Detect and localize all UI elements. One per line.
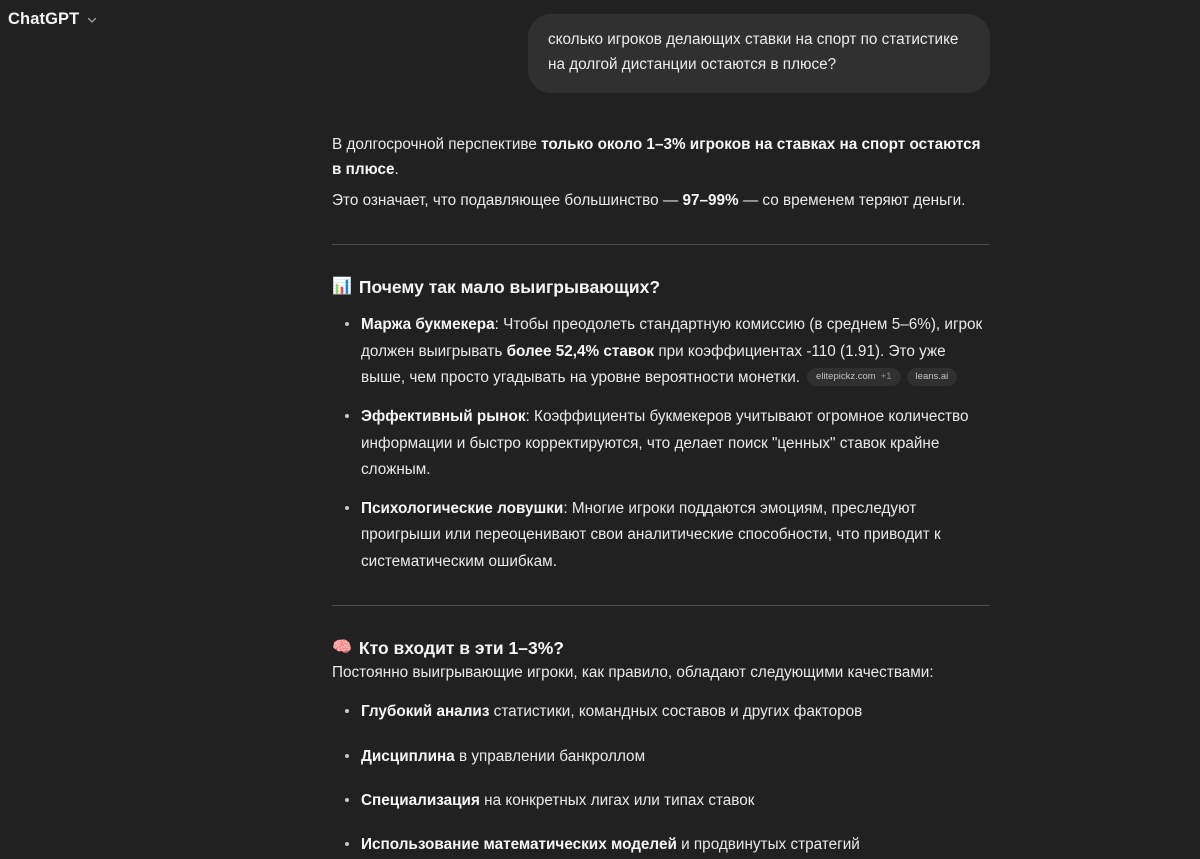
list-item <box>332 744 990 770</box>
brain-emoji: 🧠 <box>332 639 352 657</box>
list-item-text: и продвинутых стратегий <box>676 836 860 854</box>
list-item <box>332 832 990 858</box>
chevron-down-icon[interactable] <box>86 14 98 26</box>
list-item-text: : Чтобы преодолеть стандартную комиссию (в среднем 5–6%), игрок должен выигрывать <box>361 316 983 360</box>
assistant-lead-paragraph <box>332 132 990 214</box>
section-divider <box>332 605 990 606</box>
lead-line-2 <box>332 188 990 214</box>
list-item-term: Психологические ловушки <box>361 500 564 518</box>
assistant-message <box>332 93 990 859</box>
list-item-text: в управлении банкроллом <box>454 747 646 765</box>
bar-chart-emoji: 📊 <box>332 277 352 295</box>
lead-text: Это означает, что подавляющее большинство — <box>332 191 683 209</box>
lead-suffix: — со временем теряют деньги. <box>738 191 966 209</box>
list-item <box>332 496 990 575</box>
list-item-text: при коэффициентах -110 (1.91). Это уже выше, чем просто угадывать на уровне вероятности монетки. <box>361 342 946 386</box>
top-bar <box>0 0 98 38</box>
citation-group <box>807 368 957 385</box>
list-item-text: статистики, командных составов и других факторов <box>489 703 863 721</box>
list-item-emphasis: более 52,4% ставок <box>506 342 655 360</box>
lead-bold: 97–99% <box>682 191 739 209</box>
reasons-list <box>332 312 990 575</box>
list-item-term: Глубокий анализ <box>361 703 490 721</box>
list-item-text: на конкретных лигах или типах ставок <box>479 792 755 810</box>
list-item-term: Специализация <box>361 792 480 810</box>
user-message-row <box>332 0 990 93</box>
user-message-bubble[interactable]: сколько игроков делающих ставки на спорт по статистике на долгой дистанции остаются в плюсе? <box>528 14 990 93</box>
section-heading-text: Почему так мало выигрывающих? <box>358 276 661 297</box>
list-item-term: Использование математических моделей <box>361 836 677 854</box>
section-divider <box>332 244 990 245</box>
citation-pill[interactable] <box>807 368 901 385</box>
list-item-term: Дисциплина <box>361 747 455 765</box>
list-item <box>332 699 990 725</box>
list-item-text: : Коэффициенты букмекеров учитывают огромное количество информации и быстро корректируются, что делает поиск "ценных" ставок крайне сложным. <box>361 408 969 478</box>
list-item <box>332 312 990 391</box>
lead-text: В долгосрочной перспективе <box>332 135 542 153</box>
lead-suffix: . <box>394 161 399 179</box>
citation-pill[interactable] <box>907 368 958 385</box>
lead-line-1 <box>332 132 990 183</box>
page-title[interactable]: ChatGPT <box>8 9 80 28</box>
list-item-text: : Многие игроки поддаются эмоциям, преследуют проигрыши или переоценивают свои аналитические способности, что приводит к систематическим ошибкам. <box>361 500 941 570</box>
list-item-term: Эффективный рынок <box>361 408 526 426</box>
section-heading-who-wins <box>332 637 990 660</box>
section-heading-text: Кто входит в эти 1–3%? <box>358 638 564 659</box>
lead-bold: только около 1–3% игроков на ставках на спорт остаются в плюсе <box>332 135 981 179</box>
citation-label: elitepickz.com <box>816 371 876 383</box>
list-item-term: Маржа букмекера <box>361 316 495 334</box>
citation-label: leans.ai <box>915 371 949 383</box>
list-item <box>332 404 990 483</box>
list-item <box>332 788 990 814</box>
winner-traits-list <box>332 699 990 858</box>
citation-more-count: +1 <box>880 371 892 383</box>
section-intro-paragraph: Постоянно выигрывающие игроки, как правило, обладают следующими качествами: <box>332 663 934 681</box>
section-heading-why-few-winners <box>332 276 990 299</box>
conversation-thread <box>332 0 990 859</box>
